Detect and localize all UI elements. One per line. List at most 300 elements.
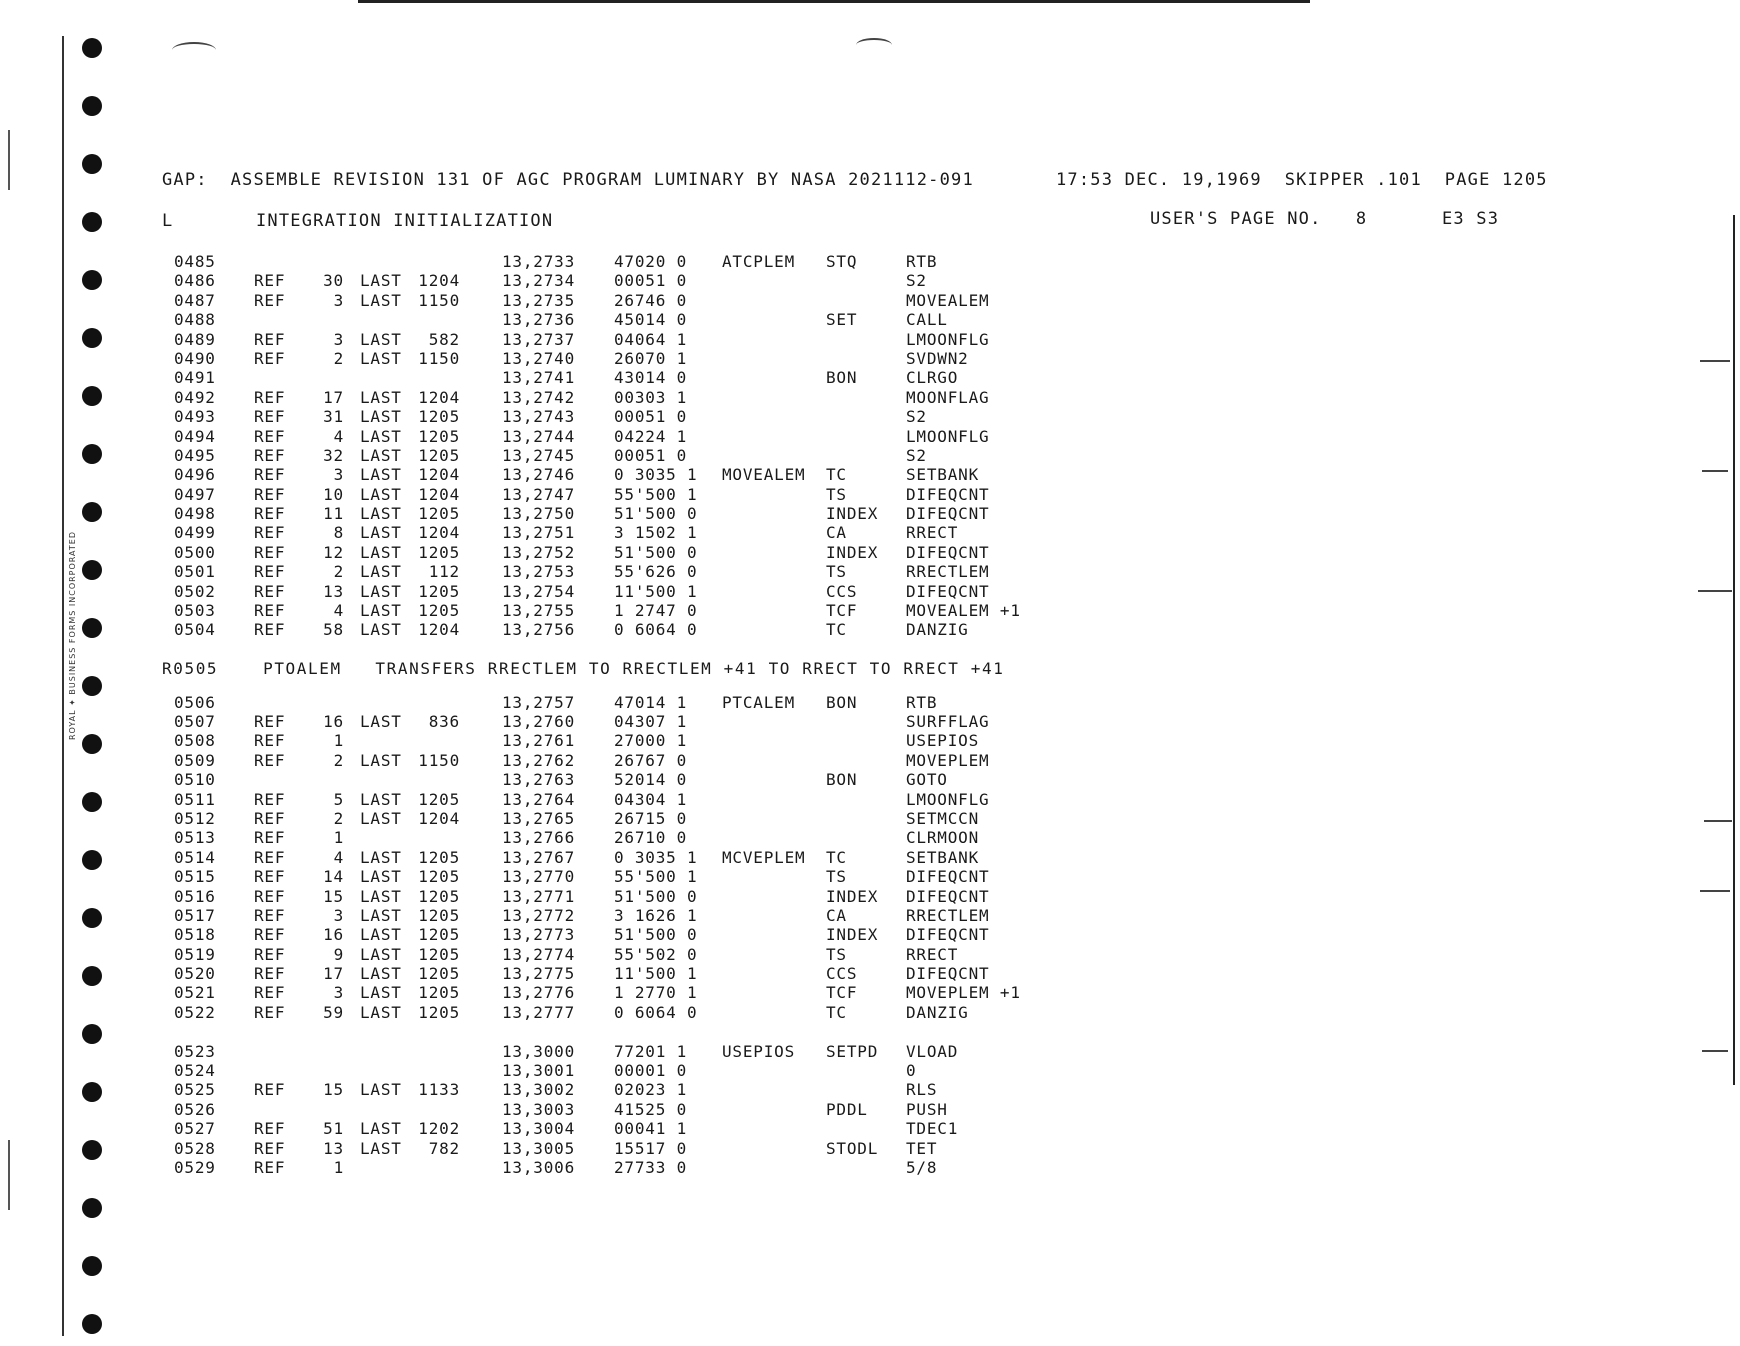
scan-speck (1700, 360, 1730, 362)
users-page-number: USER'S PAGE NO. 8 (1150, 209, 1368, 229)
address: 13,2744 (502, 426, 576, 446)
last-tag: LAST (360, 445, 402, 465)
operand: RLS (906, 1080, 938, 1100)
listing-row (174, 601, 1174, 620)
line-number: 0528 (174, 1138, 216, 1158)
opcode: BON (826, 770, 858, 790)
octal-code: 55'500 1 (614, 484, 698, 504)
last-page: 1205 (418, 445, 460, 465)
last-page: 1205 (418, 601, 460, 621)
address: 13,2762 (502, 750, 576, 770)
ref-count: 59 (323, 1002, 344, 1022)
last-tag: LAST (360, 407, 402, 427)
octal-code: 55'502 0 (614, 944, 698, 964)
feed-hole (82, 212, 102, 232)
address: 13,2737 (502, 329, 576, 349)
opcode: INDEX (826, 886, 879, 906)
operand: GOTO (906, 770, 948, 790)
opcode: TC (826, 1002, 847, 1022)
listing-row (174, 562, 1174, 581)
opcode: CCS (826, 964, 858, 984)
last-page: 1204 (418, 523, 460, 543)
last-tag: LAST (360, 620, 402, 640)
last-page: 1204 (418, 808, 460, 828)
opcode: TCF (826, 983, 858, 1003)
octal-code: 0 3035 1 (614, 847, 698, 867)
opcode: STODL (826, 1138, 879, 1158)
line-number: 0500 (174, 542, 216, 562)
opcode: STQ (826, 252, 858, 271)
octal-code: 51'500 0 (614, 886, 698, 906)
last-tag: LAST (360, 484, 402, 504)
label: MCVEPLEM (722, 847, 806, 867)
line-number: 0523 (174, 1041, 216, 1061)
opcode: INDEX (826, 542, 879, 562)
line-number: 0495 (174, 445, 216, 465)
octal-code: 0 6064 0 (614, 620, 698, 640)
last-page: 1204 (418, 484, 460, 504)
last-page: 1205 (418, 964, 460, 984)
ref-count: 2 (333, 750, 344, 770)
operand: LMOONFLG (906, 426, 990, 446)
scan-edge-mark (8, 130, 10, 190)
octal-code: 1 2770 1 (614, 983, 698, 1003)
line-number: 0492 (174, 387, 216, 407)
blank-line (174, 640, 1174, 659)
ref-count: 31 (323, 407, 344, 427)
address: 13,2774 (502, 944, 576, 964)
last-page: 1204 (418, 465, 460, 485)
octal-code: 00041 1 (614, 1119, 688, 1139)
address: 13,2746 (502, 465, 576, 485)
listing-row (174, 582, 1174, 601)
tractor-feed-holes (82, 38, 108, 1338)
operand: MOVEALEM +1 (906, 601, 1021, 621)
feed-hole (82, 618, 102, 638)
line-number: 0485 (174, 252, 216, 271)
ref-count: 3 (333, 905, 344, 925)
listing-row (174, 1158, 1174, 1177)
line-number: 0502 (174, 581, 216, 601)
line-number: 0507 (174, 711, 216, 731)
line-number: 0527 (174, 1119, 216, 1139)
operand: DIFEQCNT (906, 925, 990, 945)
operand: SVDWN2 (906, 348, 969, 368)
ref-tag: REF (254, 711, 286, 731)
address: 13,2733 (502, 252, 576, 271)
last-tag: LAST (360, 426, 402, 446)
address: 13,2752 (502, 542, 576, 562)
octal-code: 47020 0 (614, 252, 688, 271)
opcode: TC (826, 620, 847, 640)
label: PTCALEM (722, 692, 796, 712)
feed-hole (82, 1256, 102, 1276)
listing-row (174, 407, 1174, 426)
operand: LMOONFLG (906, 329, 990, 349)
last-page: 782 (428, 1138, 460, 1158)
listing-row (174, 945, 1174, 964)
operand: MOONFLAG (906, 387, 990, 407)
octal-code: 3 1626 1 (614, 905, 698, 925)
feed-hole (82, 38, 102, 58)
ref-tag: REF (254, 925, 286, 945)
octal-code: 51'500 0 (614, 504, 698, 524)
address: 13,2777 (502, 1002, 576, 1022)
line-number: 0488 (174, 310, 216, 330)
section-title: INTEGRATION INITIALIZATION (256, 211, 554, 231)
ref-tag: REF (254, 465, 286, 485)
last-page: 1204 (418, 271, 460, 291)
ref-tag: REF (254, 867, 286, 887)
listing-row (174, 446, 1174, 465)
operand: DIFEQCNT (906, 867, 990, 887)
ref-tag: REF (254, 750, 286, 770)
line-number: 0521 (174, 983, 216, 1003)
line-number: 0510 (174, 770, 216, 790)
listing-row (174, 465, 1174, 484)
feed-hole (82, 328, 102, 348)
ref-count: 16 (323, 925, 344, 945)
octal-code: 47014 1 (614, 692, 688, 712)
last-page: 1150 (418, 750, 460, 770)
octal-code: 26710 0 (614, 828, 688, 848)
octal-code: 00001 0 (614, 1061, 688, 1081)
last-page: 1205 (418, 905, 460, 925)
line-number: 0515 (174, 867, 216, 887)
listing-row (174, 867, 1174, 886)
listing-row (174, 1061, 1174, 1080)
ref-count: 11 (323, 504, 344, 524)
last-tag: LAST (360, 964, 402, 984)
ref-tag: REF (254, 620, 286, 640)
listing-row (174, 1003, 1174, 1022)
octal-code: 04304 1 (614, 789, 688, 809)
ref-count: 58 (323, 620, 344, 640)
feed-hole (82, 1082, 102, 1102)
feed-hole (82, 444, 102, 464)
ref-tag: REF (254, 445, 286, 465)
ref-count: 1 (333, 828, 344, 848)
operand: DIFEQCNT (906, 484, 990, 504)
ref-tag: REF (254, 523, 286, 543)
last-page: 1205 (418, 867, 460, 887)
listing-row (174, 925, 1174, 944)
line-number: 0513 (174, 828, 216, 848)
listing-row (174, 1100, 1174, 1119)
operand: CLRMOON (906, 828, 980, 848)
address: 13,2771 (502, 886, 576, 906)
octal-code: 04224 1 (614, 426, 688, 446)
octal-code: 04064 1 (614, 329, 688, 349)
octal-code: 3 1502 1 (614, 523, 698, 543)
operand: CLRGO (906, 368, 959, 388)
operand: VLOAD (906, 1041, 959, 1061)
octal-code: 04307 1 (614, 711, 688, 731)
listing-row (174, 427, 1174, 446)
octal-code: 27000 1 (614, 731, 688, 751)
last-tag: LAST (360, 465, 402, 485)
line-number: 0491 (174, 368, 216, 388)
last-page: 1205 (418, 847, 460, 867)
listing-row (174, 770, 1174, 789)
last-tag: LAST (360, 601, 402, 621)
address: 13,2751 (502, 523, 576, 543)
ref-tag: REF (254, 348, 286, 368)
address: 13,2760 (502, 711, 576, 731)
feed-hole (82, 1024, 102, 1044)
listing-row (174, 368, 1174, 387)
ref-count: 3 (333, 465, 344, 485)
octal-code: 15517 0 (614, 1138, 688, 1158)
line-number: 0524 (174, 1061, 216, 1081)
last-page: 836 (428, 711, 460, 731)
address: 13,2754 (502, 581, 576, 601)
listing-row (174, 310, 1174, 329)
line-number: 0522 (174, 1002, 216, 1022)
last-page: 1202 (418, 1119, 460, 1139)
address: 13,3004 (502, 1119, 576, 1139)
ref-count: 15 (323, 886, 344, 906)
last-page: 1133 (418, 1080, 460, 1100)
octal-code: 52014 0 (614, 770, 688, 790)
scan-speck (1698, 590, 1732, 592)
opcode: BON (826, 692, 858, 712)
listing-header-left: GAP: ASSEMBLE REVISION 131 OF AGC PROGRAM LUMINARY BY NASA 2021112-091 (162, 170, 974, 190)
address: 13,2734 (502, 271, 576, 291)
line-number: 0519 (174, 944, 216, 964)
address: 13,2745 (502, 445, 576, 465)
operand: LMOONFLG (906, 789, 990, 809)
feed-hole (82, 1314, 102, 1334)
address: 13,2755 (502, 601, 576, 621)
listing-row (174, 330, 1174, 349)
last-tag: LAST (360, 808, 402, 828)
scan-edge-mark (8, 1140, 10, 1210)
ref-tag: REF (254, 387, 286, 407)
ref-tag: REF (254, 484, 286, 504)
opcode: CA (826, 905, 847, 925)
last-tag: LAST (360, 1080, 402, 1100)
line-number: 0487 (174, 290, 216, 310)
line-number: 0516 (174, 886, 216, 906)
last-page: 1205 (418, 581, 460, 601)
listing-row (174, 906, 1174, 925)
listing-row (174, 485, 1174, 504)
octal-code: 26767 0 (614, 750, 688, 770)
ref-tag: REF (254, 504, 286, 524)
address: 13,2757 (502, 692, 576, 712)
opcode: PDDL (826, 1099, 868, 1119)
scan-speck (1702, 470, 1728, 472)
ref-count: 14 (323, 867, 344, 887)
feed-hole (82, 850, 102, 870)
ref-count: 15 (323, 1080, 344, 1100)
line-number: 0503 (174, 601, 216, 621)
last-page: 1204 (418, 620, 460, 640)
line-number: 0509 (174, 750, 216, 770)
ref-count: 30 (323, 271, 344, 291)
ref-tag: REF (254, 542, 286, 562)
opcode: SETPD (826, 1041, 879, 1061)
address: 13,2765 (502, 808, 576, 828)
listing-row (174, 712, 1174, 731)
listing-row (174, 983, 1174, 1002)
listing-row (174, 790, 1174, 809)
line-number: 0520 (174, 964, 216, 984)
scan-speck (1702, 1050, 1728, 1052)
label: ATCPLEM (722, 252, 796, 271)
line-number: 0490 (174, 348, 216, 368)
operand: S2 (906, 445, 927, 465)
operand: MOVEPLEM +1 (906, 983, 1021, 1003)
octal-code: 45014 0 (614, 310, 688, 330)
opcode: BON (826, 368, 858, 388)
operand: SETMCCN (906, 808, 980, 828)
operand: SETBANK (906, 465, 980, 485)
ref-count: 3 (333, 983, 344, 1003)
last-tag: LAST (360, 847, 402, 867)
last-page: 1205 (418, 426, 460, 446)
opcode: CCS (826, 581, 858, 601)
feed-hole (82, 154, 102, 174)
operand: DIFEQCNT (906, 581, 990, 601)
feed-hole (82, 792, 102, 812)
operand: RRECTLEM (906, 562, 990, 582)
opcode: TC (826, 847, 847, 867)
opcode: TC (826, 465, 847, 485)
octal-code: 77201 1 (614, 1041, 688, 1061)
last-tag: LAST (360, 329, 402, 349)
ref-tag: REF (254, 847, 286, 867)
address: 13,3006 (502, 1157, 576, 1177)
tractor-feed-edge (62, 36, 64, 1336)
line-number: 0498 (174, 504, 216, 524)
operand: CALL (906, 310, 948, 330)
address: 13,2775 (502, 964, 576, 984)
listing-row (174, 1042, 1174, 1061)
ref-tag: REF (254, 964, 286, 984)
last-tag: LAST (360, 581, 402, 601)
last-page: 1205 (418, 983, 460, 1003)
last-tag: LAST (360, 348, 402, 368)
operand: RRECT (906, 523, 959, 543)
listing-row (174, 1139, 1174, 1158)
line-number: 0526 (174, 1099, 216, 1119)
last-page: 1204 (418, 387, 460, 407)
octal-code: 11'500 1 (614, 964, 698, 984)
last-tag: LAST (360, 711, 402, 731)
line-number: 0508 (174, 731, 216, 751)
ref-tag: REF (254, 581, 286, 601)
last-page: 582 (428, 329, 460, 349)
ref-tag: REF (254, 329, 286, 349)
listing-row (174, 731, 1174, 750)
remark-line: R0505 PTOALEM TRANSFERS RRECTLEM TO RRECTLEM +41 TO RRECT TO RRECT +41 (162, 659, 1005, 679)
ref-tag: REF (254, 808, 286, 828)
last-tag: LAST (360, 925, 402, 945)
operand: MOVEALEM (906, 290, 990, 310)
last-page: 1205 (418, 407, 460, 427)
octal-code: 51'500 0 (614, 542, 698, 562)
ref-tag: REF (254, 426, 286, 446)
feed-hole (82, 386, 102, 406)
ref-tag: REF (254, 944, 286, 964)
ref-tag: REF (254, 271, 286, 291)
octal-code: 0 6064 0 (614, 1002, 698, 1022)
listing-row (174, 504, 1174, 523)
address: 13,2736 (502, 310, 576, 330)
operand: DIFEQCNT (906, 964, 990, 984)
ref-tag: REF (254, 828, 286, 848)
scan-artifact-arc (856, 38, 892, 52)
blank-line (174, 679, 1174, 693)
ref-count: 4 (333, 426, 344, 446)
paper-top-rule (358, 0, 1310, 3)
last-tag: LAST (360, 886, 402, 906)
address: 13,2776 (502, 983, 576, 1003)
last-tag: LAST (360, 1002, 402, 1022)
ref-tag: REF (254, 983, 286, 1003)
last-tag: LAST (360, 905, 402, 925)
ref-tag: REF (254, 601, 286, 621)
operand: DIFEQCNT (906, 504, 990, 524)
address: 13,2773 (502, 925, 576, 945)
address: 13,2753 (502, 562, 576, 582)
bank-indicator: E3 S3 (1442, 209, 1500, 229)
operand: PUSH (906, 1099, 948, 1119)
address: 13,2764 (502, 789, 576, 809)
address: 13,2747 (502, 484, 576, 504)
line-number: 0512 (174, 808, 216, 828)
line-number: 0529 (174, 1157, 216, 1177)
ref-tag: REF (254, 1157, 286, 1177)
operand: TET (906, 1138, 938, 1158)
address: 13,2743 (502, 407, 576, 427)
last-tag: LAST (360, 271, 402, 291)
ref-count: 3 (333, 329, 344, 349)
listing-row (174, 809, 1174, 828)
last-page: 1205 (418, 789, 460, 809)
last-tag: LAST (360, 542, 402, 562)
ref-count: 9 (333, 944, 344, 964)
ref-count: 10 (323, 484, 344, 504)
octal-code: 26746 0 (614, 290, 688, 310)
form-maker-imprint: ROYAL ✦ BUSINESS FORMS INCORPORATED (68, 531, 77, 740)
ref-tag: REF (254, 905, 286, 925)
ref-tag: REF (254, 1080, 286, 1100)
feed-hole (82, 734, 102, 754)
ref-tag: REF (254, 1002, 286, 1022)
ref-tag: REF (254, 1119, 286, 1139)
line-number: 0493 (174, 407, 216, 427)
operand: RRECT (906, 944, 959, 964)
opcode: SET (826, 310, 858, 330)
octal-code: 43014 0 (614, 368, 688, 388)
last-page: 1205 (418, 542, 460, 562)
octal-code: 51'500 0 (614, 925, 698, 945)
last-page: 1205 (418, 925, 460, 945)
operand: 5/8 (906, 1157, 938, 1177)
line-number: 0501 (174, 562, 216, 582)
last-tag: LAST (360, 1138, 402, 1158)
listing-row (174, 523, 1174, 542)
last-tag: LAST (360, 983, 402, 1003)
ref-tag: REF (254, 1138, 286, 1158)
listing-row (174, 964, 1174, 983)
operand: TDEC1 (906, 1119, 959, 1139)
operand: RRECTLEM (906, 905, 990, 925)
scan-speck (1700, 890, 1730, 892)
